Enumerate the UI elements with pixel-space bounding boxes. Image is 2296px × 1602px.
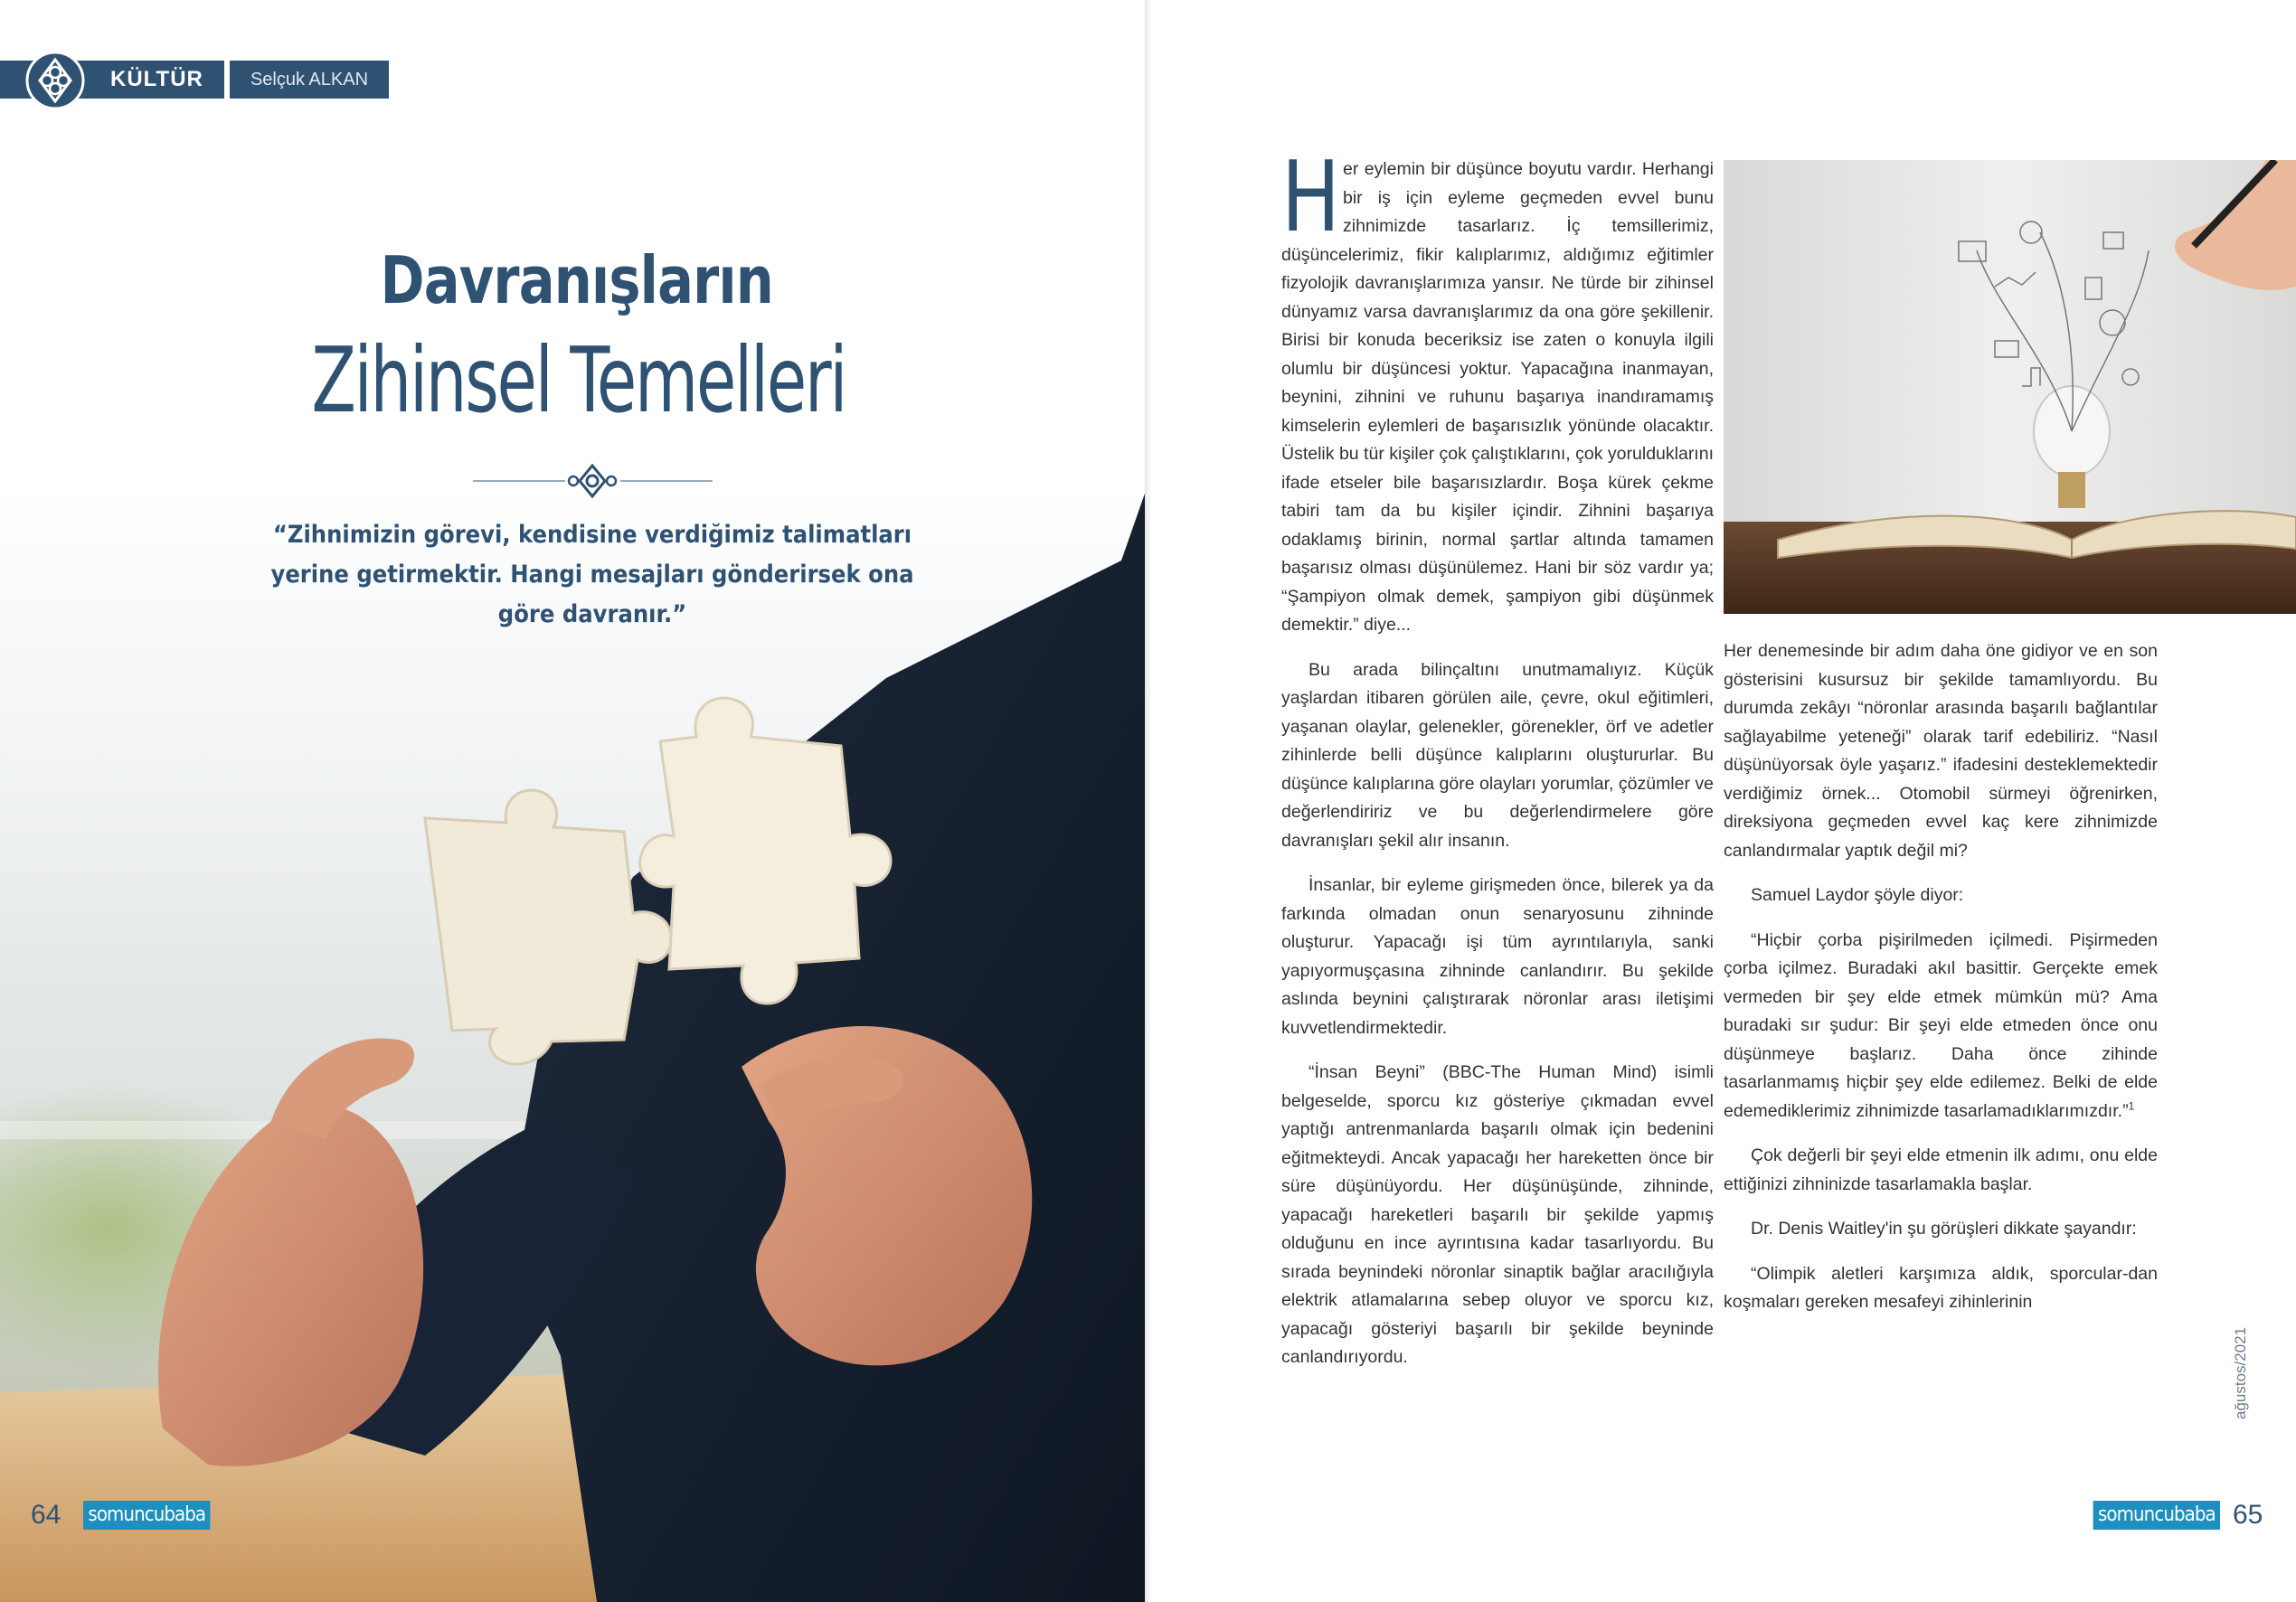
paragraph: Bu arada bilinçaltını unutmamalıyız. Küçük yaşlardan itibaren görülen aile, çevre, okul eğitimleri, yaşanan olaylar, gelenekler, görenekler, örf ve adetler zihinlerde belli düşünce kalıplarını oluştururlar. Bu düşünce kalıplarına göre olayları yorumlar, çözümler ve değerlendiririz ve bu değerlendirmelere göre davranışları şekil alır insanın. bbox=[1281, 659, 1714, 851]
brand-logo-right: somuncubaba bbox=[2093, 1501, 2220, 1530]
paragraph: İnsanlar, bir eyleme girişmeden önce, bilerek ya da farkında olmadan onun senaryosunu zihninde oluşturur. Yapacağı işi tüm ayrıntılarıyla, sanki yapıyormuşçasına zihninde canlandırır. Bu şekilde aslında beynini çalıştırarak nöronlar arası iletişimi kuvvetlendirmektedir. bbox=[1281, 875, 1714, 1038]
page-number-right: 65 bbox=[2233, 1500, 2263, 1530]
title-divider-left bbox=[473, 480, 565, 482]
author-name: Selçuk ALKAN bbox=[230, 61, 389, 99]
pull-quote: “Zihnimizin görevi, kendisine verdiğimiz talimatları yerine getirmektir. Hangi mesajları gönderirsek ona göre davranır.” bbox=[270, 521, 914, 628]
footer-left bbox=[0, 1501, 224, 1530]
right-page bbox=[1150, 0, 2296, 1602]
divider-ornament-icon bbox=[564, 464, 620, 498]
paragraph: Dr. Denis Waitley'in şu görüşleri dikkate şayandır: bbox=[1751, 1219, 2137, 1239]
footnote-marker: 1 bbox=[2128, 1099, 2135, 1112]
ornament-emblem-icon bbox=[25, 51, 85, 110]
paragraph: Her eylemin bir düşünce boyutu vardır. Herhangi bir iş için eyleme geçmeden evvel bunu zihnimizde tasarlarız. İç temsillerimiz, düşüncelerimiz, fikir kalıplarımız, aldığımız eğitimler fizyolojik davranışlarımıza yansır. Ne türde bir zihinsel dünyamız varsa davranışlarımız da ona göre şekillenir. Birisi bir konuda beceriksiz ise zaten o konuyla ilgili olumlu bir düşüncesi yoktur. Yapacağına inanmayan, beynini, zihnini ve ruhunu başarıya inandıramamış kimselerin eylemleri de başarısızlık yönünde olacaktır. Üstelik bu tür kişiler çok çalıştıklarını, çok yorulduklarını ifade etseler bile başarısızlardır. Boşa kürek çekme tabiri tam da bu kişiler içindir. Zihnini başarıya odaklamış birinin, normal şartlar altında tamamen başarısız olması düşünülemez. Hani bir söz vardır ya; “Şampiyon olmak demek, şampiyon gibi düşünmek demektir.” diye... bbox=[1281, 141, 1714, 635]
dropcap-letter: H bbox=[1281, 141, 1340, 254]
paragraph: Her denemesinde bir adım daha öne gidiyor ve en son gösterisini kusursuz bir şekilde tamamlıyordu. Bu durumda zekâyı “nöronlar arasında başarılı bağlantılar sağlayabilme yeteneği” olarak tarif edebiliriz. “Nasıl düşünüyorsak öyle yaşarız.” ifadesini desteklemektedir verdiğimiz örnek... Otomobil sürmeyi öğrenirken, direksiyona geçmeden evvel kaç kere zihnimizde canlandırmalar yaptık değil mi? bbox=[1724, 641, 2158, 861]
paragraph: “Olimpik aletleri karşımıza aldık, sporcular-dan koşmaları gereken mesafeyi zihinlerinin bbox=[1724, 1263, 2158, 1312]
text-column-2 bbox=[1724, 637, 2158, 1333]
article-title-line2: Zihinsel Temelleri bbox=[311, 327, 846, 433]
page-number-left: 64 bbox=[31, 1500, 61, 1530]
paragraph: Samuel Laydor şöyle diyor: bbox=[1751, 885, 1964, 905]
footer-right bbox=[2079, 1501, 2296, 1530]
brand-logo-left: somuncubaba bbox=[83, 1501, 211, 1530]
hero-photo-puzzle-hands bbox=[0, 488, 1147, 1602]
title-divider-right bbox=[620, 480, 713, 482]
lightbulb-book-photo bbox=[1724, 160, 2296, 614]
article-title-line1: Davranışların bbox=[380, 242, 774, 318]
text-column-1 bbox=[1281, 141, 1714, 1389]
paragraph: Çok değerli bir şeyi elde etmenin ilk adımı, onu elde ettiğinizi zihninizde tasarlamakla başlar. bbox=[1724, 1145, 2158, 1194]
issue-date: ağustos/2021 bbox=[2232, 1326, 2249, 1419]
paragraph: “İnsan Beyni” (BBC-The Human Mind) isimli belgeselde, sporcu kız gösteriye çıkmadan evvel yaptığı antrenmanlarda başarılı olmak için bedenini eğitmekteydi. Ancak yapacağı her hareketten önce bir süre düşünüyordu. Her düşünüşünde, zihninde, yapacağı hareketleri başarılı bir şekilde yapmış olduğunu en ince ayrıntısına kadar tasarlıyordu. Bu sırada beynindeki nöronlar sinaptik bağlar aracılığıyla elektrik atlamalarına sebep oluyor ve sporcu kız, yapacağı gösteriyi başarılı bir şekilde beyninde canlandırıyordu. bbox=[1281, 1062, 1714, 1367]
paragraph: “Hiçbir çorba pişirilmeden içilmedi. Pişirmeden çorba içilmez. Buradaki akıl basittir. Gerçekte emek vermeden bir şey elde etmek mümkün mü? Ama buradaki sır şudur: Bir şeyi elde etmeden önce onu düşünmeye başlarız. Daha önce zihinde tasarlanmamış hiçbir şey elde edilemez. Belki de elde edemediklerimiz zihnimizde tasarlamadıklarımızdır.”$^1$ bbox=[1724, 929, 2158, 1121]
section-label: KÜLTÜR bbox=[110, 67, 203, 91]
left-page bbox=[0, 0, 1147, 1602]
